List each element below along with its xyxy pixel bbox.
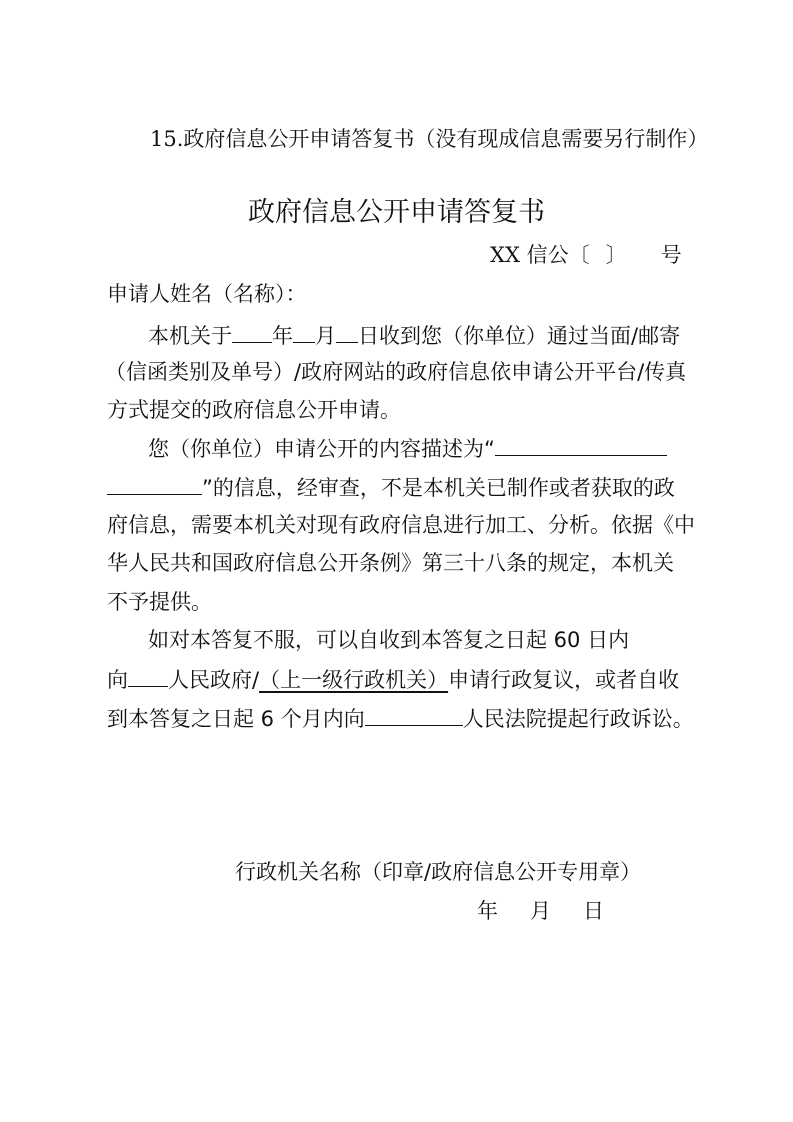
blank-court: [365, 703, 463, 726]
blank-month: [293, 320, 315, 343]
section-heading: [150, 124, 708, 154]
date-day-label: 日: [583, 899, 604, 923]
heading-number: 15.: [150, 127, 184, 151]
doc-number-close-bracket: 〕: [605, 243, 627, 267]
para3-court-label: 人民法院提起行政诉讼。: [462, 707, 694, 731]
blank-year: [232, 320, 272, 343]
para2-line1: [148, 433, 667, 464]
para1-line2: （信函类别及单号）/政府网站的政府信息依申请公开平台/传真: [105, 360, 687, 384]
signature-date: [477, 896, 604, 926]
para3-text-line3: 到本答复之日起 6 个月内向: [107, 707, 365, 731]
doc-number-open-bracket: 〔: [568, 243, 590, 267]
para3-line2: [107, 664, 679, 695]
para2-line3: 府信息，需要本机关对现有政府信息进行加工、分析。依据《中: [107, 513, 695, 537]
para2-line5: 不予提供。: [107, 590, 212, 614]
para2-line2: [107, 472, 675, 503]
para3-text-tail: 申请行政复议，或者自收: [448, 668, 680, 692]
para1-year-label: 年: [272, 324, 293, 348]
para1-text: 本机关于: [148, 324, 232, 348]
para1-text-tail: 日收到您（你单位）通过当面/邮寄: [358, 324, 681, 348]
para1-line3: 方式提交的政府信息公开申请。: [107, 398, 401, 422]
para1-month-label: 月: [315, 324, 336, 348]
heading-text: 政府信息公开申请答复书（没有现成信息需要另行制作）: [183, 127, 709, 151]
date-year-label: 年: [477, 899, 498, 923]
blank-content-description: [495, 433, 667, 456]
document-number: [490, 240, 682, 270]
para3-line1: 如对本答复不服，可以自收到本答复之日起 60 日内: [148, 628, 630, 652]
applicant-label: 申请人姓名（名称）：: [107, 282, 307, 306]
para2-text-cont: ”的信息，经审查，不是本机关已制作或者获取的政: [202, 476, 675, 500]
para2-text: 您（你单位）申请公开的内容描述为“: [148, 437, 495, 461]
signature-org: 行政机关名称（印章/政府信息公开专用章）: [235, 860, 642, 884]
para2-line4: 华人民共和国政府信息公开条例》第三十八条的规定，本机关: [107, 551, 674, 575]
para1-line1: [148, 320, 680, 351]
doc-number-suffix: 号: [660, 243, 682, 267]
date-month-label: 月: [530, 899, 551, 923]
blank-day: [336, 320, 358, 343]
para3-government-label: 人民政府/: [168, 668, 260, 692]
document-title: 政府信息公开申请答复书: [248, 197, 545, 228]
para3-text: 向: [107, 668, 128, 692]
superior-agency-placeholder: （上一级行政机关）: [259, 668, 449, 692]
blank-government: [128, 664, 168, 687]
doc-number-prefix: XX 信公: [490, 243, 569, 267]
para3-line3: [107, 703, 694, 734]
blank-content-description-cont: [107, 472, 202, 495]
